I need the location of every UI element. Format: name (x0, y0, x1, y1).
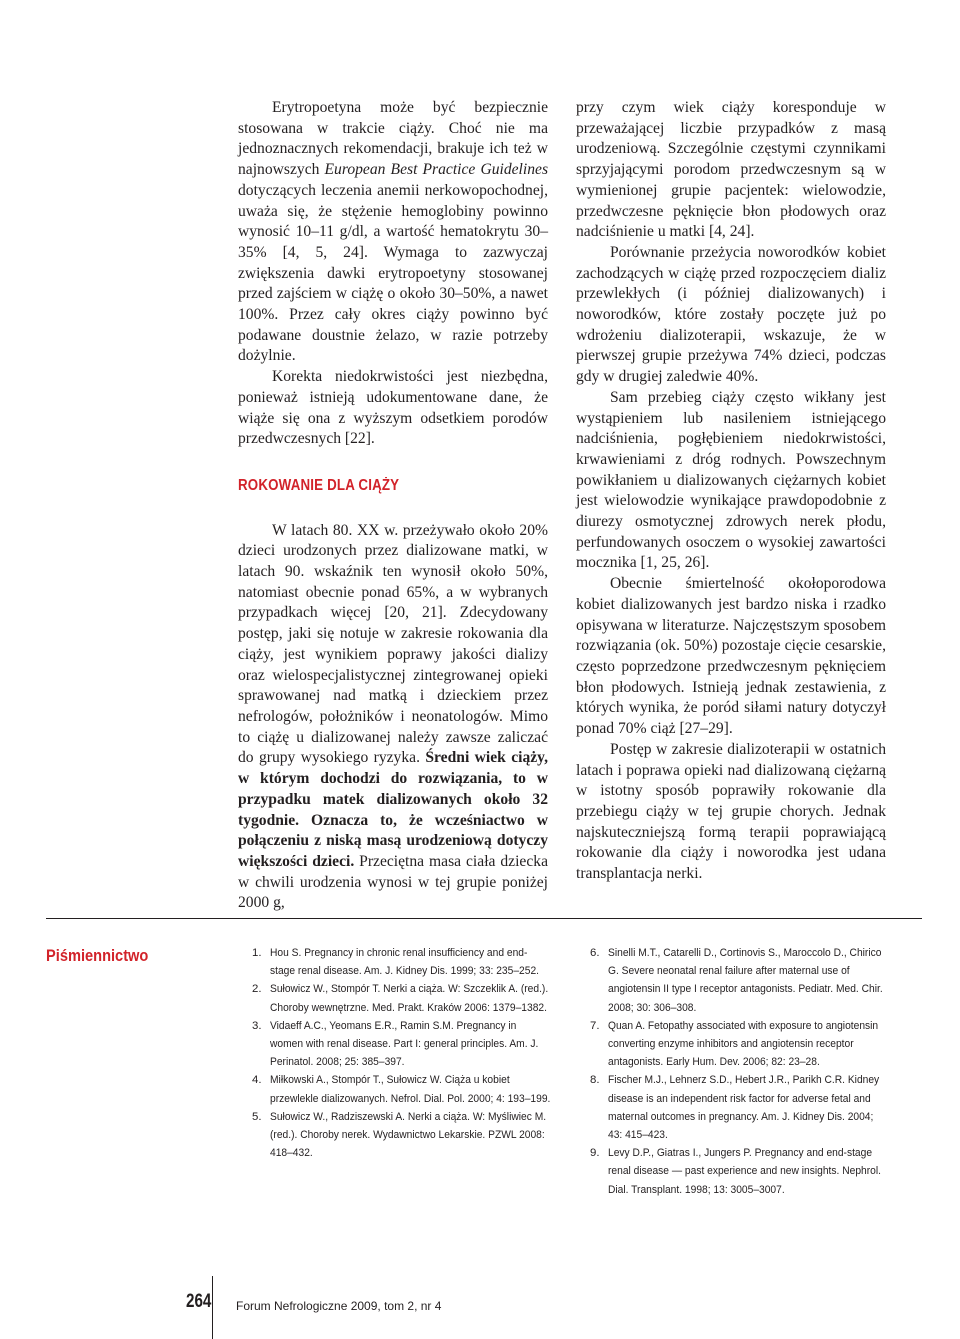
paragraph: Porównanie przeżycia noworodków kobiet zachodzących w ciążę przed rozpoczęciem dializ przewlekłych (i później dializowanych) i noworodków, które zostały poczęte już po wdrożeniu dializoterapii, wskazuje, że w pierwszej grupie przeżywa 74% dzieci, podczas gdy w drugiej zaledwie 40%. (576, 243, 886, 386)
reference-item (590, 1017, 890, 1072)
reference-list (252, 944, 552, 1162)
reference-text: Fischer M.J., Lehnerz S.D., Hebert J.R., Parikh C.R. Kidney disease is an independent risk factor for adverse fetal and maternal outcomes in pregnancy. Am. J. Kidney Dis. 2004; 43: 415–423. (608, 1074, 880, 1142)
reference-number: 7. (590, 1019, 600, 1032)
paragraph (238, 521, 548, 914)
paragraph: Postęp w zakresie dializoterapii w ostatnich latach i poprawa opieki nad dializowaną ciężarną w istotny sposób poprawiły rokowanie dla przebiegu ciąży w tej grupie chorych. Jednak najskuteczniejszą formą terapii poprawiającą rokowanie dla ciąży i noworodka jest udana transplantacja nerki. (576, 740, 886, 883)
reference-item (252, 1108, 552, 1163)
references-left-column (252, 944, 552, 1162)
reference-item (252, 1017, 552, 1072)
right-text-column (576, 98, 886, 885)
text-run: Przeciętna masa ciała dziecka w chwili urodzenia wynosi w tej grupie poniżej 2000 g, (238, 852, 548, 912)
reference-text: Levy D.P., Giatras I., Jungers P. Pregnancy and end-stage renal disease — past experience and new insights. Nephrol. Dial. Transplant. 1998; 13: 3005–3007. (608, 1147, 881, 1196)
page-number: 264 (186, 1291, 212, 1312)
reference-item (590, 1071, 890, 1144)
reference-number: 6. (590, 947, 600, 959)
paragraph: Sam przebieg ciąży często wikłany jest wystąpieniem lub nasileniem istniejącego nadciśnienia, pogłębieniem niedokrwistości, krwawieniami z dróg rodnych. Powszechnym powikłaniem u dializowanych ciężarnych kobiet jest wielowodzie wynikające prawdopodobnie z diurezy osmotycznej zdrowych nerek płodu, perfundowanych osoczem o wysokiej zawartości mocznika [1, 25, 26]. (576, 388, 886, 572)
text-run: W latach 80. XX w. przeżywało około 20% dzieci urodzonych przez dializowane matki, w latach 90. wskaźnik ten wynosił około 50%, natomiast obecnie ponad 65%, a w wybranych przypadkach więcej [20, 21]. Zdecydowany postęp, jaki się notuje w zakresie rokowania dla ciąży, jest wynikiem poprawy jakości dializy oraz wielospecjalistycznej zintegrowanej opieki sprawowanej nad matką i dzieckiem przez nefrologów, położników i neonatologów. Mimo to ciążę u dializowanej należy zawsze zaliczać do grupy wysokiego ryzyka. (238, 521, 548, 767)
text-run: dotyczących leczenia anemii nerkowopochodnej, uważa się, że stężenie hemoglobiny powinno wynosić 10–11 g/dl, a wartość hematokrytu 30–35% [4, 5, 24]. Wymaga to zazwyczaj zwiększenia dawki erytropoetyny stosowanej przed zajściem w ciążę o około 30–50%, a nawet 100%. Przez cały okres ciąży powinno być podawane doustnie żelazo, w razie potrzeby dożylnie. (238, 181, 548, 365)
reference-list (590, 944, 890, 1199)
paragraph: Korekta niedokrwistości jest niezbędna, ponieważ istnieją udokumentowane dane, że wiąże się ona z wyższym odsetkiem porodów przedwczesnych [22]. (238, 368, 548, 448)
reference-text: Miłkowski A., Stompór T., Sułowicz W. Ciąża u kobiet przewlekle dializowanych. Nefrol. Dial. Pol. 2000; 4: 193–199. (270, 1074, 551, 1105)
reference-text: Vidaeff A.C., Yeomans E.R., Ramin S.M. Pregnancy in women with renal disease. Part I: general principles. Am. J. Perinatol. 2008; 25: 385–397. (270, 1019, 539, 1069)
section-heading: ROKOWANIE DLA CIĄŻY (238, 476, 400, 494)
paragraph (238, 98, 548, 367)
footer-divider (212, 1276, 213, 1339)
reference-number: 1. (252, 947, 262, 959)
left-text-column (238, 98, 548, 914)
text-run: Erytropoetyna może być bezpiecznie stosowana w trakcie ciąży. Choć nie ma jednoznacznych rekomendacji, brakuje ich też w najnowszych (238, 99, 548, 179)
reference-text: Sułowicz W., Stompór T. Nerki a ciąża. W: Szczeklik A. (red.). Choroby wewnętrzne. Med. Prakt. Kraków 2006: 1379–1382. (270, 983, 549, 1014)
reference-item (252, 944, 552, 980)
reference-item (252, 980, 552, 1016)
reference-item (252, 1071, 552, 1107)
paragraph: Obecnie śmiertelność okołoporodowa kobiet dializowanych jest bardzo niska i rzadko opisywana w literaturze. Najczęstszym sposobem rozwiązania (ok. 50%) pozostaje cięcie cesarskie, często poprzedzone przedwczesnym pęknięciem błon płodowych. Istnieją jednak zestawienia, z których wynika, że poród siłami natury dotyczył ponad 70% ciąż [27–29]. (576, 575, 886, 738)
paragraph: przy czym wiek ciąży koresponduje w przeważającej liczbie przypadków z masą urodzeniową. Szczególnie częstymi czynnikami sprzyjającymi porodom przedwczesnym są w wymienionej grupie pacjentek: wielowodzie, przedwczesne pęknięcie błon płodowych oraz nadciśnienie u matki [4, 24]. (576, 99, 886, 241)
bold-emphasis: Średni wiek ciąży, w którym dochodzi do rozwiązania, to w przypadku matek dializowanych około 32 tygodnie. Oznacza to, że wcześniactwo w połączeniu z niską masą urodzeniową dotyczy większości dzieci. (238, 749, 549, 870)
italic-guideline-title: European Best Practice Guidelines (324, 161, 549, 179)
reference-number: 3. (252, 1019, 262, 1032)
reference-text: Sułowicz W., Radziszewski A. Nerki a ciąża. W: Myśliwiec M. (red.). Choroby nerek. Wydawnictwo Lekarskie. PZWL 2008: 418–432. (270, 1110, 547, 1160)
references-right-column (590, 944, 890, 1199)
reference-number: 5. (252, 1110, 262, 1123)
reference-number: 8. (590, 1074, 600, 1087)
reference-number: 9. (590, 1147, 600, 1160)
references-divider (46, 918, 922, 919)
reference-text: Hou S. Pregnancy in chronic renal insufficiency and end-stage renal disease. Am. J. Kidney Dis. 1999; 33: 235–252. (270, 947, 540, 978)
reference-item (590, 1144, 890, 1199)
reference-item (590, 944, 890, 1017)
reference-number: 4. (252, 1074, 262, 1087)
reference-text: Quan A. Fetopathy associated with exposure to angiotensin converting enzyme inhibitors and angiotensin receptor antagonists. Early Hum. Dev. 2006; 82: 23–28. (608, 1019, 879, 1069)
journal-citation: Forum Nefrologiczne 2009, tom 2, nr 4 (236, 1299, 442, 1313)
references-title: Piśmiennictwo (46, 946, 149, 965)
reference-text: Sinelli M.T., Catarelli D., Cortinovis S., Maroccolo D., Chirico G. Severe neonatal renal failure after maternal use of angiotensin II type I receptor antagonists. Pediatr. Med. Chir. 2008; 30: 306–308. (608, 947, 883, 1014)
reference-number: 2. (252, 983, 262, 996)
